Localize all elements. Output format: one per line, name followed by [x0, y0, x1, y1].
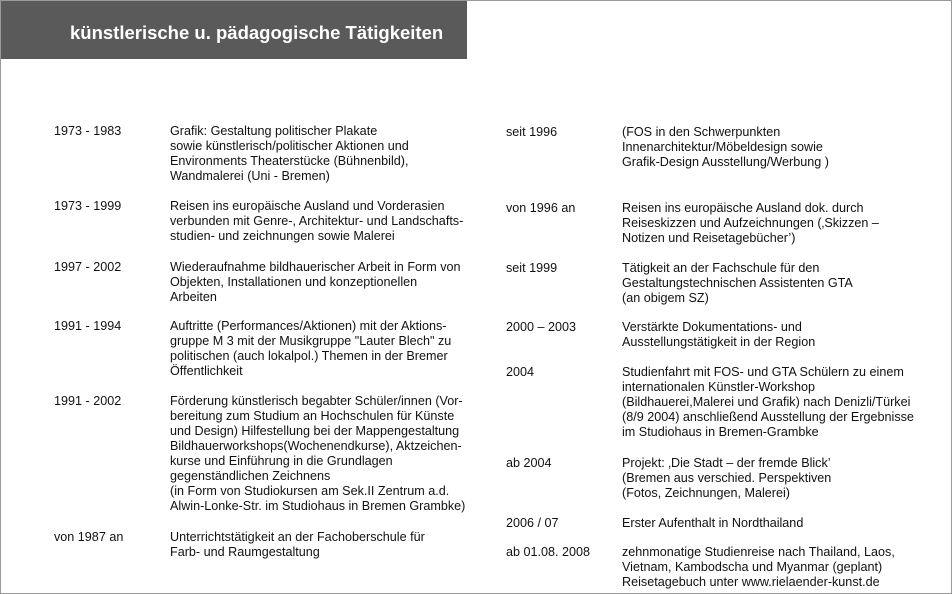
entry-date: 2000 – 2003 — [506, 320, 577, 334]
entry-description: Reisen ins europäische Ausland und Vorderasien verbunden mit Genre-, Architektur- und Landschafts- studien- und zeichnungen sowie Malerei — [170, 199, 464, 243]
entry-date: seit 1999 — [506, 261, 558, 275]
entry-description: Projekt: ‚Die Stadt – der fremde Blick’ (Bremen aus verschied. Perspektiven (Fotos, Zeichnungen, Malerei) — [622, 456, 832, 500]
entry-date: ab 2004 — [506, 456, 552, 470]
entry-description: Erster Aufenthalt in Nordthailand — [622, 516, 804, 530]
entry-description: Unterrichtstätigkeit an der Fachoberschule für Farb- und Raumgestaltung — [170, 530, 425, 559]
entry-date: ab 01.08. 2008 — [506, 545, 591, 559]
entry-description: (FOS in den Schwerpunkten Innenarchitektur/Möbeldesign sowie Grafik-Design Ausstellung/Werbung ) — [622, 125, 829, 169]
entry-description: Tätigkeit an der Fachschule für den Gestaltungstechnischen Assistenten GTA (an obigem SZ) — [622, 261, 853, 305]
entry-description: Studienfahrt mit FOS- und GTA Schülern zu einem internationalen Künstler-Workshop (Bildhauerei,Malerei und Grafik) nach Denizli/Türkei (8/9 2004) anschließend Ausstellung der Ergebnisse im Studiohaus in Bremen-Grambke — [622, 365, 914, 439]
entry-date: 1991 - 1994 — [54, 319, 122, 333]
entry-description: Verstärkte Dokumentations- und Ausstellungstätigkeit in der Region — [622, 320, 816, 349]
entry-description: Wiederaufnahme bildhauerischer Arbeit in Form von Objekten, Installationen und konzeptionellen Arbeiten — [170, 260, 461, 304]
entry-date: 1991 - 2002 — [54, 394, 122, 408]
entry-date: seit 1996 — [506, 125, 558, 139]
header-bar — [1, 1, 467, 59]
entry-date: 2004 — [506, 365, 535, 379]
entry-date: von 1987 an — [54, 530, 124, 544]
entry-date: 2006 / 07 — [506, 516, 559, 530]
entry-date: 1973 - 1983 — [54, 124, 122, 138]
entry-description: Grafik: Gestaltung politischer Plakate sowie künstlerisch/politischer Aktionen und Environments Theaterstücke (Bühnenbild), Wandmalerei (Uni - Bremen) — [170, 124, 409, 183]
entry-description: Reisen ins europäische Ausland dok. durch Reiseskizzen und Aufzeichnungen (‚Skizzen – Notizen und Reisetagebücher’) — [622, 201, 879, 245]
entry-date: 1997 - 2002 — [54, 260, 122, 274]
entry-description: Förderung künstlerisch begabter Schüler/innen (Vor- bereitung zum Studium an Hochschulen für Künste und Design) Hilfestellung bei der Mappengestaltung Bildhauerworkshops(Wochenendkurse), Aktzeichen- kurse und Einführung in die Grundlagen gegenständlichen Zeichnens (in Form von Studiokursen am Sek.II Zentrum a.d. Alwin-Lonke-Str. im Studiohaus in Bremen Grambke) — [170, 394, 466, 513]
page-title: künstlerische u. pädagogische Tätigkeiten — [70, 22, 444, 43]
entry-description: Auftritte (Performances/Aktionen) mit der Aktions- gruppe M 3 mit der Musikgruppe "Lauter Blech" zu politischen (auch lokalpol.) Themen in der Bremer Öffentlichkeit — [170, 319, 452, 378]
entry-description: zehnmonatige Studienreise nach Thailand, Laos, Vietnam, Kambodscha und Myanmar (geplant) Reisetagebuch unter www.rielaender-kunst.de — [622, 545, 895, 589]
entry-date: von 1996 an — [506, 201, 576, 215]
entry-date: 1973 - 1999 — [54, 199, 122, 213]
